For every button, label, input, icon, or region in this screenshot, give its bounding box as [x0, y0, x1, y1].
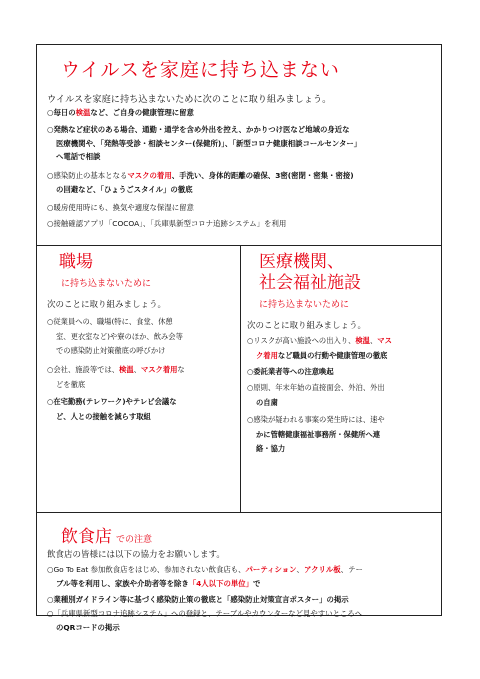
workplace-title: 職場 — [59, 252, 93, 272]
top-item-4: ○暖房使用時にも、換気や適度な保湿に留意 — [47, 203, 194, 212]
workplace-item-1: ○従業員への、職場(特に、食堂、休憩 室、更衣室など)や寮のほか、飲み会等 での感染防止対策徹底の呼びかけ — [47, 317, 183, 355]
notice-frame — [36, 44, 442, 632]
workplace-item-3: ○在宅勤務(テレワーク)やテレビ会議な ど、人との接触を減らす取組 — [47, 397, 177, 421]
medical-item-2: ○委託業者等への注意喚起 — [247, 367, 334, 376]
restaurant-heading — [61, 522, 152, 547]
top-item-3: ○感染防止の基本となるマスクの着用、手洗い、身体的距離の確保、3密(密閉・密集・密接) の回避など、「ひょうごスタイル」の徹底 — [47, 171, 354, 194]
restaurant-item-3: ○「兵庫県新型コロナ追跡システム」への登録と、テーブルやカウンターなど見やすいところへ のQRコードの掲示 — [47, 609, 363, 632]
workplace-intro: 次のことに取り組みましょう。 — [47, 300, 167, 310]
top-item-5: ○接触確認アプリ「COCOA」、「兵庫県新型コロナ追跡システム」を利用 — [47, 219, 287, 228]
top-item-1: ○毎日の検温など、ご自身の健康管理に留意 — [47, 108, 194, 117]
divider-vertical — [240, 245, 241, 512]
medical-item-3: ○原則、年末年始の直接面会、外泊、外出 の自粛 — [247, 383, 385, 407]
divider-top — [37, 245, 441, 246]
top-intro: ウイルスを家庭に持ち込まないために次のことに取り組みましょう。 — [47, 94, 332, 105]
restaurant-item-1: ○Go To Eat 参加飲食店をはじめ、参加されない飲食店も、パーティション、アクリル板、テー ブル等を利用し、家族や介助者等を除き「4人以下の単位」で — [47, 565, 363, 588]
medical-title: 医療機関、 社会福祉施設 — [259, 252, 361, 293]
main-title: ウイルスを家庭に持ち込まない — [61, 59, 340, 81]
medical-item-4: ○感染が疑われる事案の発生時には、速や かに管轄健康福祉事務所・保健所へ連 絡・協力 — [247, 415, 385, 453]
restaurant-item-2: ○業種別ガイドライン等に基づく感染防止策の徹底と「感染防止対策宣言ポスター」の掲示 — [47, 595, 349, 604]
restaurant-intro: 飲食店の皆様には以下の協力をお願いします。 — [47, 550, 225, 560]
top-item-2: ○発熱など症状のある場合、通勤・通学を含め外出を控え、かかりつけ医など地域の身近な 医療機関や、「発熱等受診・相談センター(保健所)」、「新型コロナ健康相談コールセンター」 へ電話で相談 — [47, 125, 362, 161]
divider-bottom — [37, 512, 441, 513]
workplace-subtitle: に持ち込まないために — [61, 279, 152, 289]
medical-item-1: ○リスクが高い施設への出入り、検温、マス ク着用など職員の行動や健康管理の徹底 — [247, 336, 392, 360]
medical-subtitle: に持ち込まないために — [259, 300, 350, 310]
restaurant-title: 飲食店 — [61, 527, 112, 547]
workplace-item-2: ○会社、施設等では、検温、マスク着用な どを徹底 — [47, 365, 185, 389]
medical-intro: 次のことに取り組みましょう。 — [247, 321, 367, 331]
restaurant-title-suffix: での注意 — [116, 535, 153, 545]
